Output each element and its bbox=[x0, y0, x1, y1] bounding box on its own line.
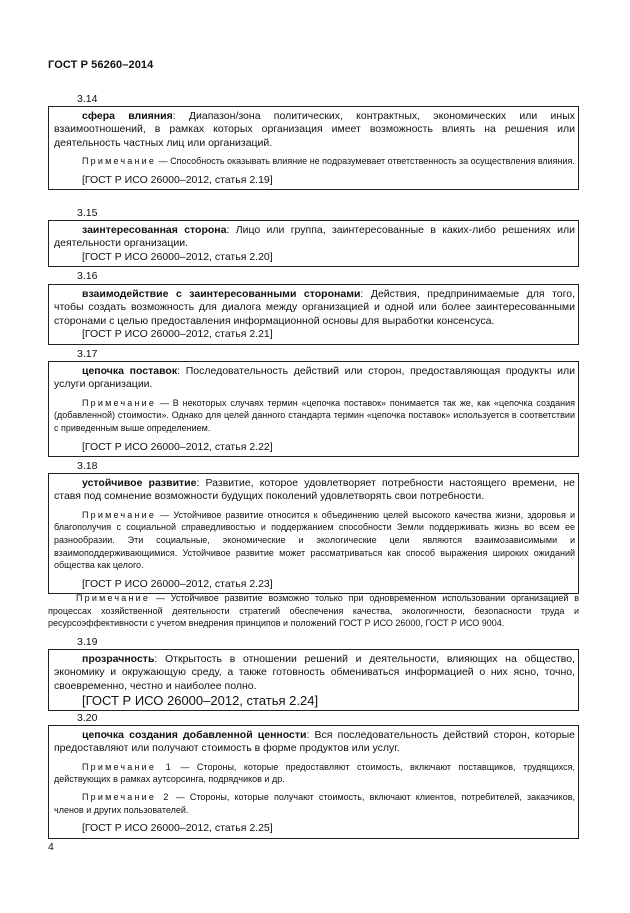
reference: [ГОСТ Р ИСО 26000–2012, статья 2.25] bbox=[82, 822, 273, 835]
reference: [ГОСТ Р ИСО 26000–2012, статья 2.19] bbox=[82, 173, 273, 186]
term-box bbox=[48, 106, 579, 190]
reference: [ГОСТ Р ИСО 26000–2012, статья 2.23] bbox=[82, 577, 273, 590]
note-text: — Способность оказывать влияние не подразумевает ответственность за осуществления влияния. bbox=[156, 156, 575, 167]
term: устойчивое развитие bbox=[82, 477, 197, 489]
definition bbox=[54, 224, 575, 251]
term-box bbox=[48, 361, 579, 457]
definition bbox=[54, 653, 575, 693]
note-text: — Стороны, которые предоставляют стоимость, включают поставщиков, трудящихся, действующих в рамках аутсорсинга, подрядчиков и др. bbox=[54, 761, 576, 785]
note-text: — Устойчивое развитие относится к объединению целей высокого качества жизни, здоровья и благополучия с социальной справедливостью и поддержанием способности Земли поддерживать жизнь во всем ее разнообразии. Эти социальные, экономические и экологические цели являются взаимозависимыми и взаимоподдерживающимися. Устойчивое развитие может рассматриваться как способ выражения широких ожиданий общества как целого. bbox=[54, 509, 575, 571]
entry-number: 3.14 bbox=[77, 93, 98, 105]
entry-number: 3.15 bbox=[77, 207, 98, 219]
reference: [ГОСТ Р ИСО 26000–2012, статья 2.20] bbox=[82, 250, 273, 263]
definition-text: : Действия, предпринимаемые для того, чтобы создать возможность для диалога между организацией и одной или более заинтересованными сторонами с целью предоставления информационной основы для выработки консенсуса. bbox=[54, 288, 575, 327]
note-label: Примечание 2 bbox=[82, 792, 171, 802]
entry-number: 3.16 bbox=[77, 270, 98, 282]
note bbox=[54, 155, 575, 168]
definition-text: : Диапазон/зона политических, контрактных, экономических или иных взаимоотношений, в рамках которых организация имеет возможность влиять на решения или деятельность частных лиц или организаций. bbox=[54, 110, 575, 149]
definition bbox=[54, 110, 575, 150]
entry-number: 3.19 bbox=[77, 636, 98, 648]
note bbox=[54, 761, 575, 786]
definition bbox=[54, 288, 575, 328]
definition bbox=[54, 477, 575, 504]
definition-text: : Открытость в отношении решений и деятельности, влияющих на общество, экономику и окружающую среду, а также готовность обмениваться информацией о них ясно, точно, своевременно, честно и наиболее полно. bbox=[54, 653, 575, 692]
note-label: Примечание bbox=[82, 509, 157, 520]
term-box bbox=[48, 473, 579, 594]
definition bbox=[54, 365, 575, 392]
page-number: 4 bbox=[48, 841, 54, 853]
definition-text: : Развитие, которое удовлетворяет потребности настоящего времени, не ставя под сомнение возможности будущих поколений удовлетворять свои потребности. bbox=[54, 477, 575, 503]
definition-text: : Лицо или группа, заинтересованные в каких-либо решениях или деятельности организации. bbox=[54, 224, 575, 250]
note-text: — Устойчивое развитие возможно только при одновременном использовании организацией в процессах хозяйственной деятельности стратегий обеспечения качества, экологичности, безопасности труда и ресурсоэффективности с учетом внедрения принципов и положений ГОСТ Р ИСО 26000, ГОСТ Р ИСО 9004. bbox=[48, 593, 579, 629]
note bbox=[54, 509, 575, 572]
note-label: Примечание bbox=[82, 397, 157, 408]
reference: [ГОСТ Р ИСО 26000–2012, статья 2.24] bbox=[82, 693, 319, 709]
term-box bbox=[48, 725, 579, 839]
term: прозрачность bbox=[82, 653, 155, 665]
note bbox=[54, 791, 575, 816]
definition bbox=[54, 729, 575, 756]
document-header: ГОСТ Р 56260–2014 bbox=[48, 59, 154, 71]
entry-number: 3.20 bbox=[77, 712, 98, 724]
note-text: — В некоторых случаях термин «цепочка поставок» понимается так же, как «цепочка создания (добавленной) стоимости». Однако для целей данного стандарта термин «цепочка поставок» используется в соответствии с приведенным выше определением. bbox=[54, 397, 575, 433]
term-box bbox=[48, 284, 579, 345]
note-label: Примечание bbox=[76, 593, 151, 603]
note-label: Примечание 1 bbox=[82, 761, 173, 772]
term: цепочка поставок bbox=[82, 365, 178, 377]
note-text: — Стороны, которые получают стоимость, включают клиентов, потребителей, заказчиков, членов и других пользователей. bbox=[54, 792, 576, 815]
note bbox=[54, 397, 575, 435]
definition-text: : Вся последовательность действий сторон, которые предоставляют или получают стоимость в форме продуктов или услуг. bbox=[54, 729, 575, 755]
national-note bbox=[48, 592, 579, 630]
note-label: Примечание bbox=[82, 156, 157, 167]
term: заинтересованная сторона bbox=[82, 224, 227, 236]
entry-number: 3.18 bbox=[77, 460, 98, 472]
reference: [ГОСТ Р ИСО 26000–2012, статья 2.21] bbox=[82, 328, 273, 341]
term-box bbox=[48, 649, 579, 711]
term-box bbox=[48, 220, 579, 267]
reference: [ГОСТ Р ИСО 26000–2012, статья 2.22] bbox=[82, 440, 273, 453]
definition-text: : Последовательность действий или сторон, предоставляющая продукты или услуги организации. bbox=[54, 365, 575, 391]
term: сфера влияния bbox=[82, 110, 173, 122]
term: цепочка создания добавленной ценности bbox=[82, 729, 307, 741]
entry-number: 3.17 bbox=[77, 348, 98, 360]
term: взаимодействие с заинтересованными сторонами bbox=[82, 288, 361, 300]
